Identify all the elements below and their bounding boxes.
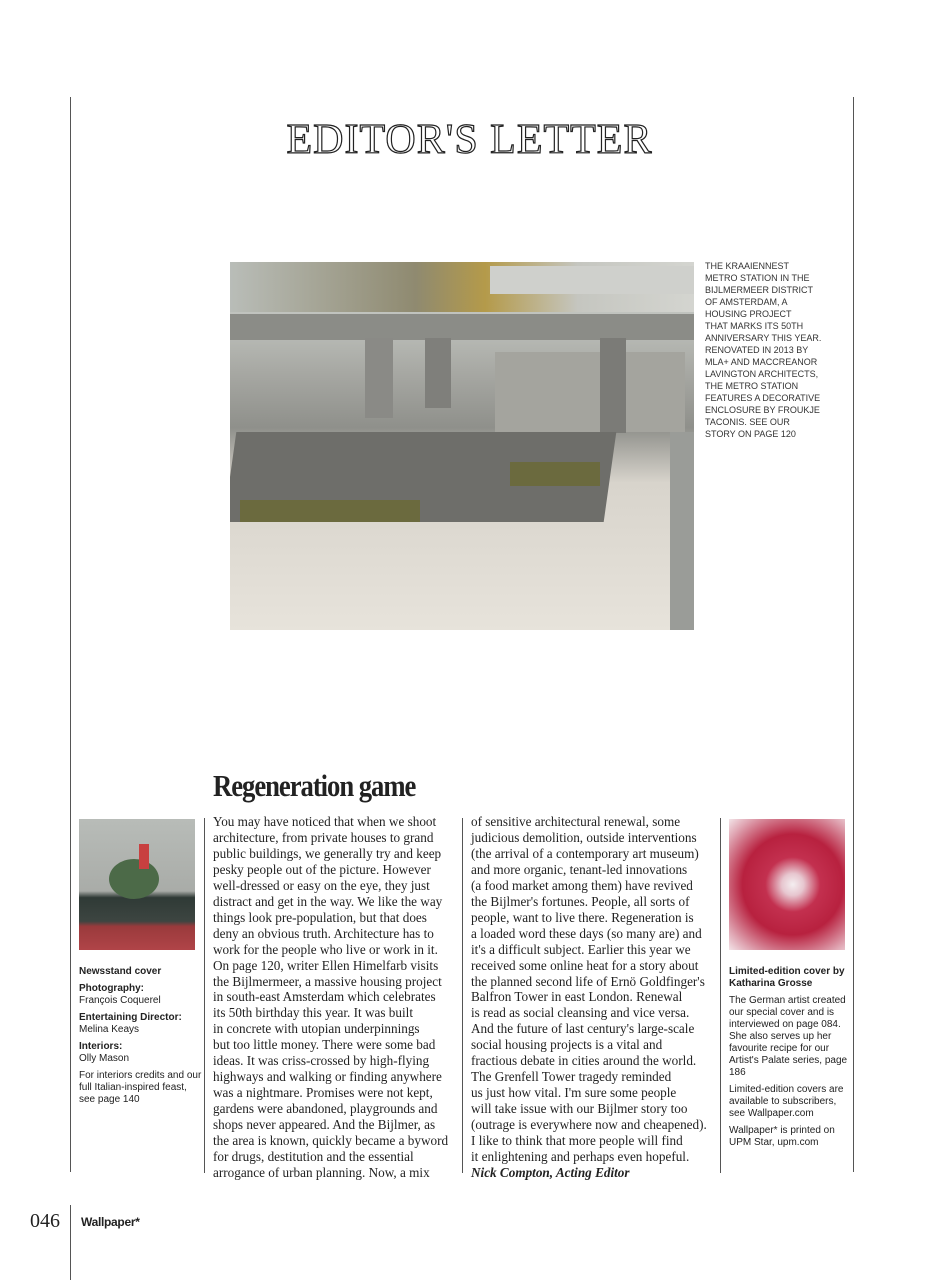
article-line: in south-east Amsterdam which celebrates bbox=[213, 989, 436, 1005]
article-line: I like to think that more people will find bbox=[471, 1133, 683, 1149]
article-headline: Regeneration game bbox=[213, 768, 416, 803]
caption-line: ENCLOSURE BY FROUKJE bbox=[705, 405, 820, 415]
article-column-1 bbox=[213, 814, 448, 1181]
sidebar-heading: Newsstand cover bbox=[79, 966, 162, 977]
left-rule bbox=[70, 97, 71, 1172]
article-line: it's a difficult subject. Earlier this year we bbox=[471, 941, 691, 957]
column-rule bbox=[462, 818, 463, 1173]
article-line: And the future of last century's large-scale bbox=[471, 1021, 695, 1037]
caption-line: FEATURES A DECORATIVE bbox=[705, 393, 821, 403]
article-line: (a food market among them) have revived bbox=[471, 877, 693, 893]
article-line: and more organic, tenant-led innovations bbox=[471, 861, 688, 877]
article-line: of sensitive architectural renewal, some bbox=[471, 814, 681, 829]
caption-line: TACONIS. SEE OUR bbox=[705, 417, 790, 427]
newsstand-cover-thumbnail bbox=[79, 819, 195, 950]
article-line: its 50th birthday this year. It was built bbox=[213, 1005, 413, 1021]
article-line: the Bijlmer's fortunes. People, all sorts of bbox=[471, 893, 690, 909]
caption-line: ANNIVERSARY THIS YEAR. bbox=[705, 333, 822, 343]
caption-line: BIJLMERMEER DISTRICT bbox=[705, 285, 814, 295]
article-line: was a nightmare. Promises were not kept, bbox=[213, 1085, 433, 1101]
credit-role: Photography: bbox=[79, 983, 144, 994]
article-line: arrogance of urban planning. Now, a mix bbox=[213, 1164, 430, 1180]
article-line: ideas. It was criss-crossed by high-flying bbox=[213, 1053, 430, 1069]
article-line: shops never appeared. And the Bijlmer, as bbox=[213, 1117, 436, 1133]
footer-rule bbox=[70, 1205, 71, 1280]
article-line: the Bijlmermeer, a massive housing project bbox=[213, 973, 442, 989]
article-line: well-dressed or easy on the eye, they just bbox=[213, 877, 430, 893]
article-line: the area is known, quickly became a byword bbox=[213, 1133, 449, 1149]
column-rule bbox=[720, 818, 721, 1173]
credit-role: Entertaining Director: bbox=[79, 1012, 182, 1023]
limited-edition-credits bbox=[729, 966, 851, 1154]
article-line: You may have noticed that when we shoot bbox=[213, 814, 437, 829]
article-line: it enlightening and perhaps even hopeful. bbox=[471, 1149, 690, 1165]
sidebar-paragraph: Limited-edition covers are available to subscribers, see Wallpaper.com bbox=[729, 1084, 844, 1119]
article-line: fractious debate in cities around the world. bbox=[471, 1053, 697, 1069]
photo-caption bbox=[705, 260, 835, 440]
caption-line: LAVINGTON ARCHITECTS, bbox=[705, 369, 819, 379]
brand-logo: Wallpaper* bbox=[81, 1215, 140, 1229]
column-rule bbox=[204, 818, 205, 1173]
page-number: 046 bbox=[30, 1210, 60, 1232]
article-line: us just how vital. I'm sure some people bbox=[471, 1085, 677, 1101]
caption-line: METRO STATION IN THE bbox=[705, 273, 810, 283]
credit-name: Olly Mason bbox=[79, 1053, 130, 1064]
article-column-2 bbox=[471, 814, 707, 1181]
article-line: architecture, from private houses to grand bbox=[213, 829, 434, 845]
sidebar-paragraph: The German artist created our special cover and is interviewed on page 084. She also serves up her favourite recipe for our Artist's Palate series, page 186 bbox=[729, 995, 848, 1078]
article-line: the planned second life of Ernö Goldfinger's bbox=[471, 973, 705, 989]
article-line: people, want to live there. Regeneration is bbox=[471, 909, 694, 925]
article-line: social housing projects is a vital and bbox=[471, 1037, 663, 1053]
article-line: (outrage is everywhere now and cheapened). bbox=[471, 1117, 707, 1133]
sidebar-paragraph: Wallpaper* is printed on UPM Star, upm.com bbox=[729, 1125, 835, 1148]
article-line: gardens were abandoned, playgrounds and bbox=[213, 1101, 438, 1117]
article-line: received some online heat for a story about bbox=[471, 957, 699, 973]
right-rule bbox=[853, 97, 854, 1172]
article-line: in concrete with utopian underpinnings bbox=[213, 1021, 420, 1037]
article-line: but too little money. There were some bad bbox=[213, 1037, 436, 1053]
editor-signature: Nick Compton, Acting Editor bbox=[471, 1164, 630, 1180]
article-line: Balfron Tower in east London. Renewal bbox=[471, 989, 683, 1005]
article-line: work for the people who live or work in it. bbox=[213, 941, 438, 957]
caption-line: THE METRO STATION bbox=[705, 381, 799, 391]
caption-line: HOUSING PROJECT bbox=[705, 309, 792, 319]
article-line: On page 120, writer Ellen Himelfarb visits bbox=[213, 957, 439, 973]
article-line: a loaded word these days (so many are) and bbox=[471, 925, 702, 941]
caption-line: THAT MARKS ITS 50TH bbox=[705, 321, 804, 331]
limited-edition-cover-thumbnail bbox=[729, 819, 845, 950]
sidebar-note: For interiors credits and our full Italian-inspired feast, see page 140 bbox=[79, 1070, 202, 1105]
caption-line: STORY ON PAGE 120 bbox=[705, 429, 796, 439]
article-line: judicious demolition, outside interventions bbox=[471, 829, 697, 845]
article-line: will take issue with our Bijlmer story too bbox=[471, 1101, 688, 1117]
credit-name: François Coquerel bbox=[79, 995, 161, 1006]
article-line: is read as social cleansing and vice versa. bbox=[471, 1005, 690, 1021]
credit-role: Interiors: bbox=[79, 1041, 123, 1052]
credit-name: Melina Keays bbox=[79, 1024, 140, 1035]
article-line: things look pre-population, but that does bbox=[213, 909, 427, 925]
article-line: for drugs, destitution and the essential bbox=[213, 1149, 414, 1165]
metro-station-photo bbox=[230, 262, 694, 630]
article-line: (the arrival of a contemporary art museum) bbox=[471, 845, 699, 861]
newsstand-cover-credits bbox=[79, 966, 204, 1111]
article-line: pesky people out of the picture. However bbox=[213, 861, 431, 877]
caption-line: MLA+ AND MACCREANOR bbox=[705, 357, 818, 367]
caption-line: THE KRAAIENNEST bbox=[705, 261, 790, 271]
article-line: public buildings, we generally try and keep bbox=[213, 845, 442, 861]
caption-line: RENOVATED IN 2013 BY bbox=[705, 345, 809, 355]
caption-line: OF AMSTERDAM, A bbox=[705, 297, 788, 307]
article-line: deny an obvious truth. Architecture has to bbox=[213, 925, 434, 941]
article-line: The Grenfell Tower tragedy reminded bbox=[471, 1069, 672, 1085]
article-line: highways and walking or finding anywhere bbox=[213, 1069, 442, 1085]
page-title: EDITOR'S LETTER bbox=[286, 117, 653, 164]
article-line: distract and get in the way. We like the way bbox=[213, 893, 443, 909]
sidebar-heading: Limited-edition cover by Katharina Grosse bbox=[729, 966, 845, 989]
